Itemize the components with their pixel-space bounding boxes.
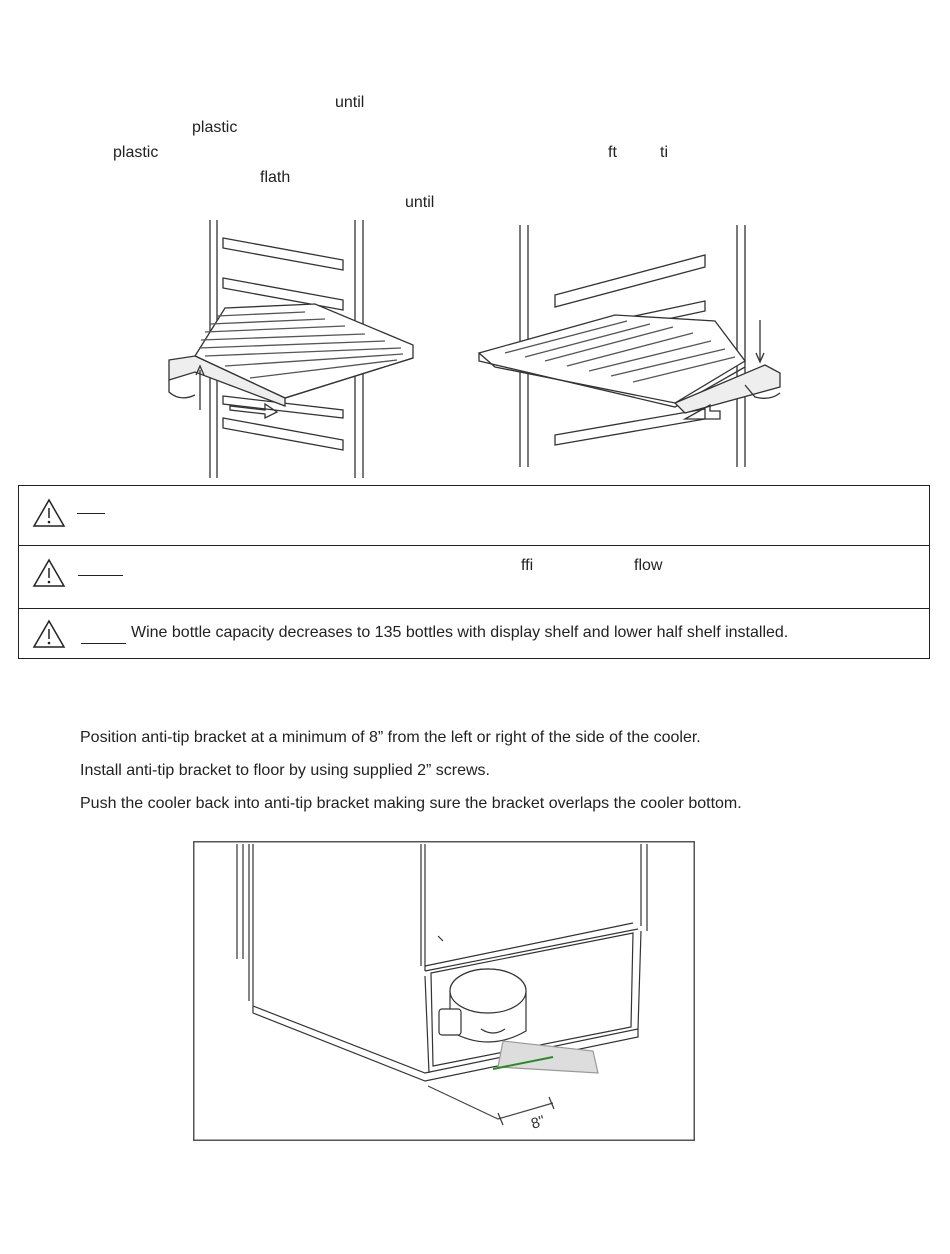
dimension-label-8in: 8"	[528, 1112, 548, 1133]
note-1	[19, 486, 929, 546]
shelf-pull-out-left-illustration	[165, 220, 425, 478]
text-fragment-flath: flath	[260, 169, 291, 186]
step-3: Push the cooler back into anti-tip bracket making sure the bracket overlaps the cooler bottom.	[80, 795, 742, 812]
note-3-text: Wine bottle capacity decreases to 135 bottles with display shelf and lower half shelf installed.	[131, 624, 789, 641]
warning-triangle-icon	[32, 498, 66, 528]
note-2	[19, 546, 929, 609]
text-fragment-plastic-2: plastic	[113, 144, 159, 161]
notes-box	[18, 485, 930, 659]
step-2: Install anti-tip bracket to floor by using supplied 2” screws.	[80, 762, 490, 779]
text-fragment-plastic-1: plastic	[192, 119, 238, 136]
note-2-fragment-flow: flow	[634, 557, 663, 574]
shelf-pull-out-right-illustration	[475, 225, 785, 467]
text-fragment-ft: ft	[608, 144, 617, 161]
note-3	[19, 609, 929, 659]
step-1: Position anti-tip bracket at a minimum of 8” from the left or right of the side of the cooler.	[80, 729, 701, 746]
note-3-label-underline	[81, 643, 126, 644]
text-fragment-until-1: until	[335, 94, 365, 111]
warning-triangle-icon	[32, 558, 66, 588]
warning-triangle-icon	[32, 619, 66, 649]
note-2-fragment-ffi: ffi	[521, 557, 534, 574]
note-1-label-underline	[77, 513, 105, 514]
text-fragment-ti: ti	[660, 144, 668, 161]
text-fragment-until-2: until	[405, 194, 435, 211]
note-2-label-underline	[78, 575, 123, 576]
cooler-anti-tip-bracket-illustration	[193, 841, 695, 1141]
